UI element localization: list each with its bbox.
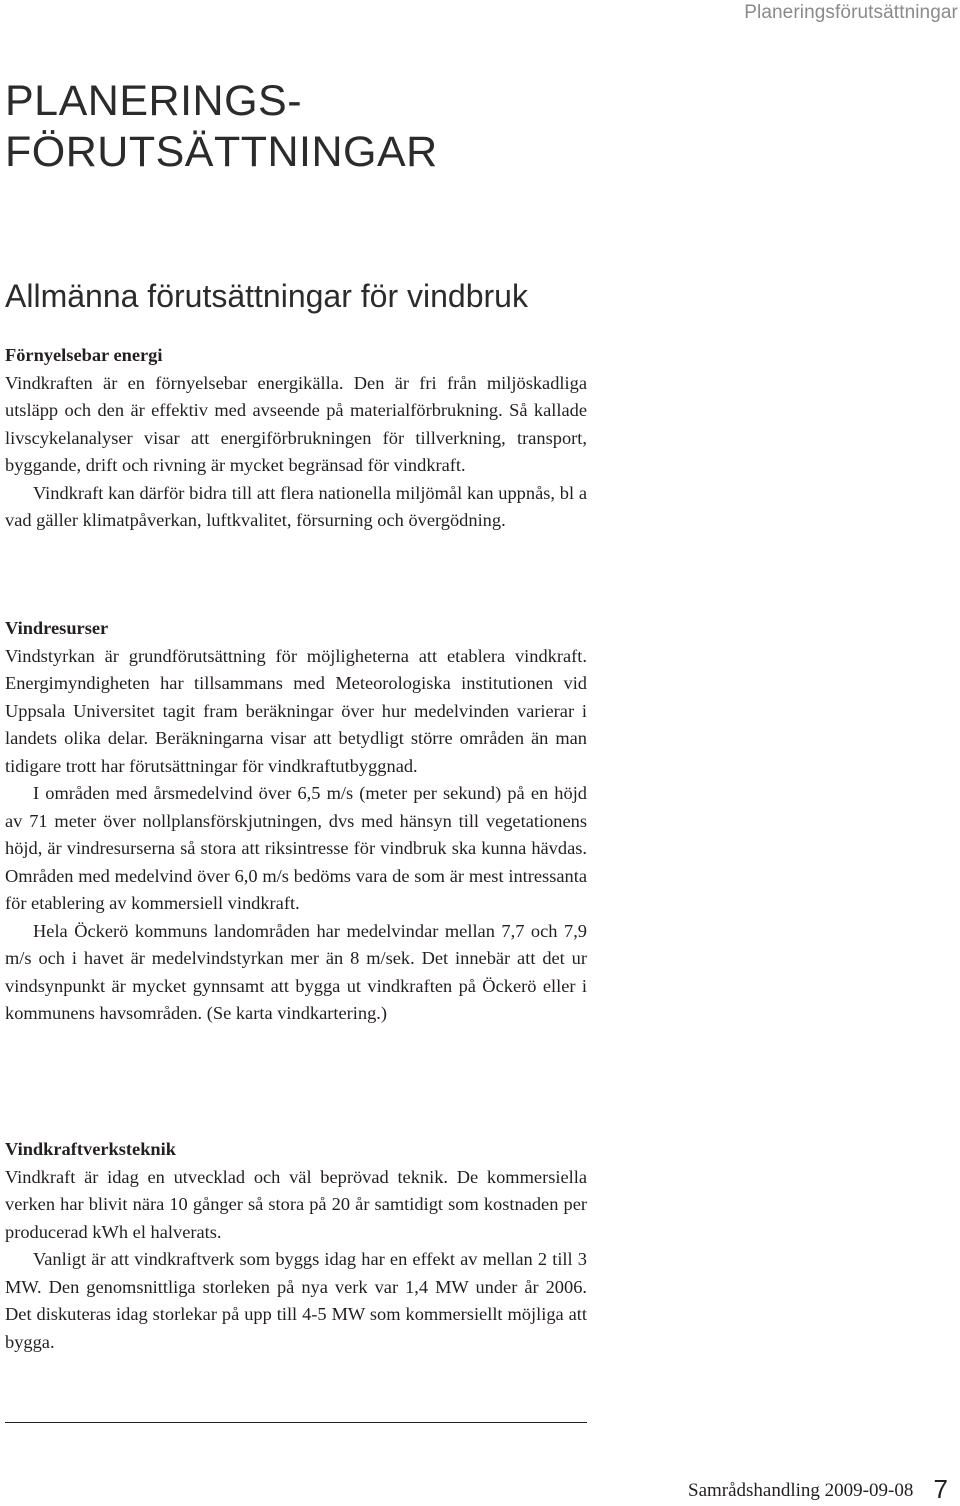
section-fornyelsebar-energi (5, 342, 587, 535)
paragraph: Vindkraft kan därför bidra till att flera nationella miljömål kan uppnås, bl a vad gäller klimatpåverkan, luftkvalitet, försurning och övergödning. (5, 482, 587, 530)
page-number: 7 (933, 1474, 948, 1504)
footer-document-label: Samrådshandling 2009-09-08 (688, 1480, 914, 1501)
footer-divider (5, 1422, 587, 1423)
subheading-fornyelsebar-energi: Förnyelsebar energi (5, 345, 163, 365)
running-head: Planeringsförutsättningar (744, 2, 958, 23)
paragraph: Vindkraften är en förnyelsebar energikälla. Den är fri från miljöskadliga utsläpp och den är effektiv med avseende på materialförbrukning. Så kallade livscykelanalyser visar att energiförbrukningen för tillverkning, transport, byggande, drift och rivning är mycket begränsad för vindkraft. (5, 372, 587, 475)
section-title: Allmänna förutsättningar för vindbruk (5, 278, 528, 314)
section-vindkraftverksteknik (5, 1136, 587, 1356)
subheading-vindkraftverksteknik: Vindkraftverksteknik (5, 1139, 176, 1159)
subheading-vindresurser: Vindresurser (5, 618, 109, 638)
paragraph: I områden med årsmedelvind över 6,5 m/s (meter per sekund) på en höjd av 71 meter över nollplansförskjutningen, dvs med hänsyn till vegetationens höjd, är vindresurserna så stora att riksintresse för vindbruk ska kunna hävdas. Områden med medelvind över 6,0 m/s bedöms vara de som är mest intressanta för etablering av kommersiell vindkraft. (5, 783, 587, 913)
paragraph: Vindstyrkan är grundförutsättning för möjligheterna att etablera vindkraft. Energimyndigheten har tillsammans med Meteorologiska institutionen vid Uppsala Universitet tagit fram beräkningar över hur medelvinden varierar i landets olika delar. Beräkningarna visar att betydligt större områden än man tidigare trott har förutsättningar för vindkraftutbyggnad. (5, 645, 587, 776)
page-title-line-2: FÖRUTSÄTTNINGAR (5, 128, 438, 176)
section-vindresurser (5, 615, 587, 1028)
page-title (5, 76, 438, 178)
paragraph: Vanligt är att vindkraftverk som byggs idag har en effekt av mellan 2 till 3 MW. Den genomsnittliga storleken på nya verk var 1,4 MW under år 2006. Det diskuteras idag storlekar på upp till 4-5 MW som kommersiellt möjliga att bygga. (5, 1249, 587, 1352)
page-title-line-1: PLANERINGS- (5, 77, 303, 125)
paragraph: Vindkraft är idag en utvecklad och väl beprövad teknik. De kommersiella verken har blivit nära 10 gånger så stora på 20 år samtidigt som kostnaden per producerad kWh el halverats. (5, 1166, 587, 1242)
paragraph: Hela Öckerö kommuns landområden har medelvindar mellan 7,7 och 7,9 m/s och i havet är medelvindstyrkan mer än 8 m/sek. Det innebär att det ur vindsynpunkt är mycket gynnsamt att bygga ut vindkraften på Öckerö eller i kommunens havsområden. (Se karta vindkartering.) (5, 920, 587, 1023)
